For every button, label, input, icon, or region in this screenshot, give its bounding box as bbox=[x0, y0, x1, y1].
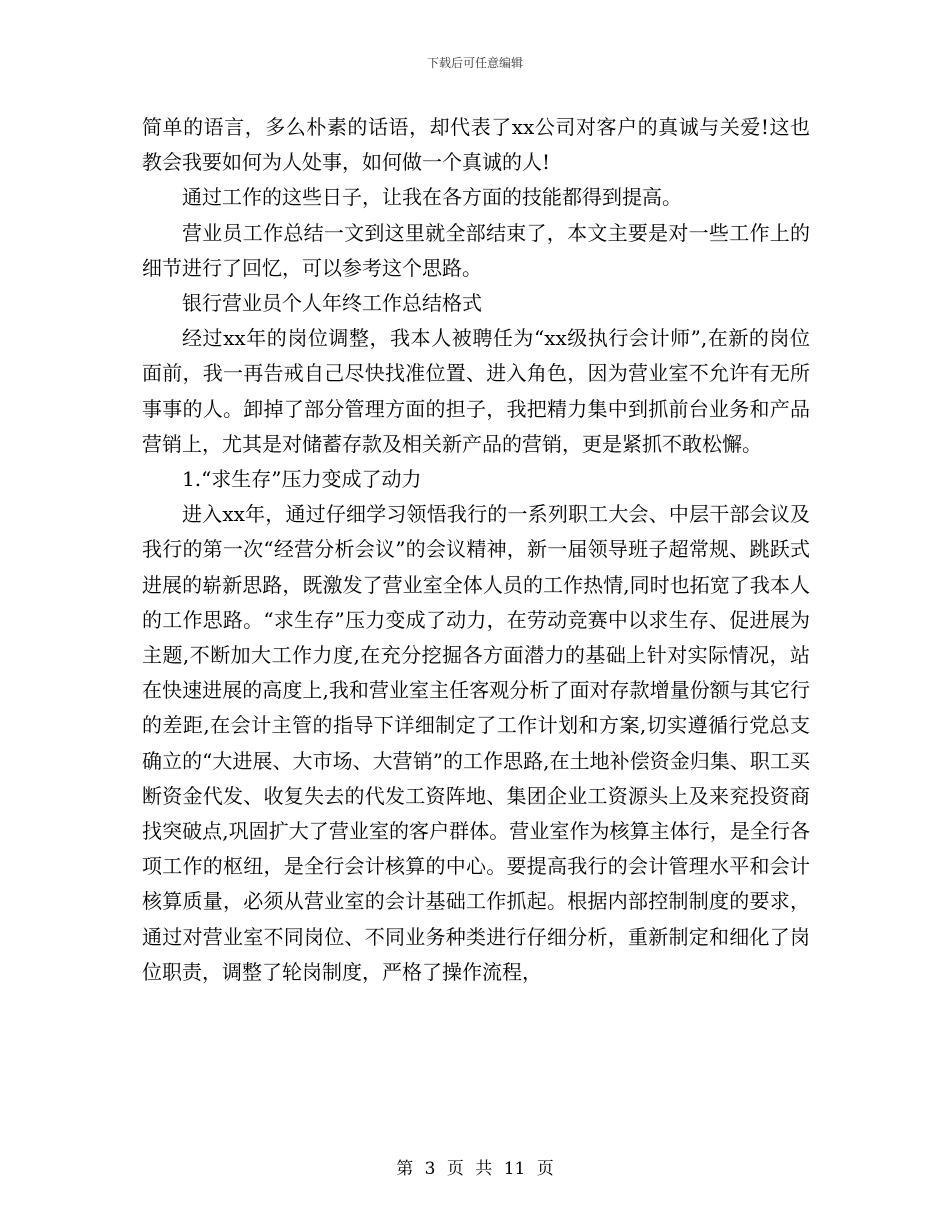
section-title: 银行营业员个人年终工作总结格式 bbox=[182, 291, 482, 316]
subsection-title: 1.“求生存”压力变成了动力 bbox=[182, 467, 422, 492]
page-footer: 第 3 页 共 11 页 bbox=[396, 1159, 554, 1179]
paragraph: 通过工作的这些日子，让我在各方面的技能都得到提高。 bbox=[182, 185, 682, 210]
paragraph: 进入xx年，通过仔细学习领悟我行的一系列职工大会、中层干部会议及我行的第一次“经营分析会议”的会议精神，新一届领导班子超常规、跳跃式进展的崭新思路，既激发了营业室全体人员的工作热情,同时也拓宽了我本人的工作思路。“求生存”压力变成了动力，在劳动竞赛中以求生存、促进展为主题,不断加大工作力度,在充分挖掘各方面潜力的基础上针对实际情况，站在快速进展的高度上,我和营业室主任客观分析了面对存款增量份额与其它行的差距,在会计主管的指导下详细制定了工作计划和方案,切实遵循行党总支确立的“大进展、大市场、大营销”的工作思路,在土地补偿资金归集、职工买断资金代发、收复失去的代发工资阵地、集团企业工资源头上及来兖投资商找突破点,巩固扩大了营业室的客户群体。营业室作为核算主体行，是全行各项工作的枢纽，是全行会计核算的中心。要提高我行的会计管理水平和会计核算质量，必须从营业室的会计基础工作抓起。根据内部控制制度的要求，通过对营业室不同岗位、不同业务种类进行仔细分析，重新制定和细化了岗位职责，调整了轮岗制度，严格了操作流程， bbox=[142, 502, 810, 984]
paragraph: 营业员工作总结一文到这里就全部结束了，本文主要是对一些工作上的细节进行了回忆，可以参考这个思路。 bbox=[142, 220, 810, 280]
paragraph-continuation: 简单的语言，多么朴素的话语，却代表了xx公司对客户的真诚与关爱!这也教会我要如何为人处事，如何做一个真诚的人! bbox=[142, 115, 810, 175]
document-body bbox=[142, 110, 810, 990]
paragraph: 经过xx年的岗位调整，我本人被聘任为“xx级执行会计师”,在新的岗位面前，我一再告戒自己尽快找准位置、进入角色，因为营业室不允许有无所事事的人。卸掉了部分管理方面的担子，我把精力集中到抓前台业务和产品营销上，尤其是对储蓄存款及相关新产品的营销，更是紧抓不敢松懈。 bbox=[142, 326, 810, 456]
page-header: 下载后可任意编辑 bbox=[426, 56, 523, 70]
